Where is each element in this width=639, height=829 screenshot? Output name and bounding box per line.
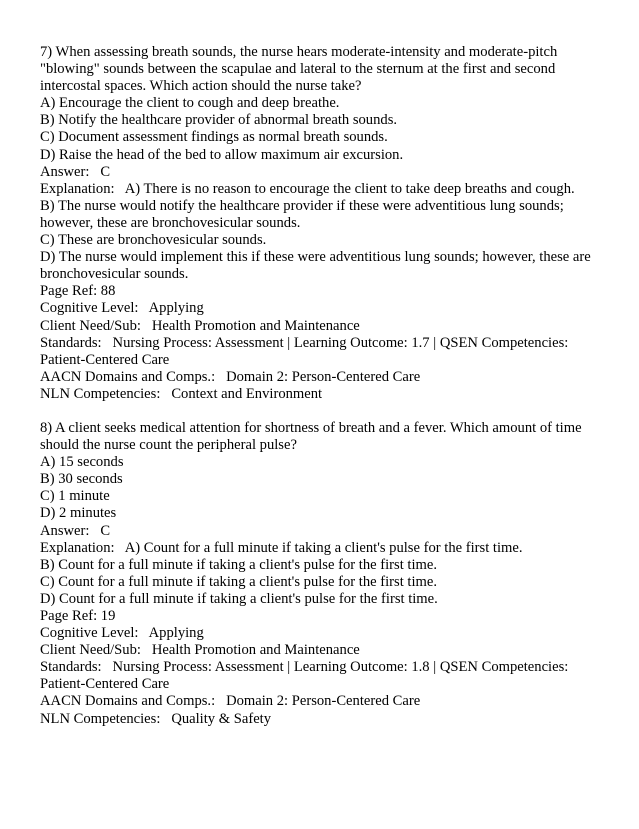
- block-question-8: [40, 420, 599, 728]
- text-line: A) Encourage the client to cough and deep breathe.: [40, 95, 340, 112]
- text-line: D) The nurse would implement this if these were adventitious lung sounds; however, these are bronchovesicular sounds.: [40, 249, 595, 283]
- text-line: Cognitive Level: Applying: [40, 625, 204, 642]
- text-line: C) These are bronchovesicular sounds.: [40, 232, 267, 249]
- text-line: A) 15 seconds: [40, 454, 124, 471]
- text-line: B) Notify the healthcare provider of abnormal breath sounds.: [40, 112, 398, 129]
- text-line: B) The nurse would notify the healthcare provider if these were adventitious lung sounds; however, these are bronchovesicular sounds.: [40, 197, 568, 231]
- text-line: D) Count for a full minute if taking a client's pulse for the first time.: [40, 590, 438, 607]
- text-line: AACN Domains and Comps.: Domain 2: Person-Centered Care: [40, 368, 421, 385]
- text-line: 7) When assessing breath sounds, the nurse hears moderate-intensity and moderate-pitch "blowing" sounds between the scapulae and lateral to the sternum at the first and second intercostal spaces. Which action should the nurse take?: [40, 44, 561, 95]
- text-line: Client Need/Sub: Health Promotion and Maintenance: [40, 317, 360, 334]
- text-line: Explanation: A) There is no reason to encourage the client to take deep breaths and cough.: [40, 180, 575, 197]
- text-line: Standards: Nursing Process: Assessment | Learning Outcome: 1.8 | QSEN Competencies: Patient-Centered Care: [40, 659, 572, 693]
- paragraph-spacer: [40, 403, 599, 420]
- text-line: C) Document assessment findings as normal breath sounds.: [40, 129, 388, 146]
- text-line: 8) A client seeks medical attention for shortness of breath and a fever. Which amount of time should the nurse count the peripheral pulse?: [40, 419, 586, 454]
- text-line: Page Ref: 19: [40, 608, 116, 624]
- text-line: Standards: Nursing Process: Assessment | Learning Outcome: 1.7 | QSEN Competencies: Patient-Centered Care: [40, 334, 572, 368]
- text-line: AACN Domains and Comps.: Domain 2: Person-Centered Care: [40, 693, 421, 710]
- text-line: D) 2 minutes: [40, 505, 117, 522]
- text-line: Cognitive Level: Applying: [40, 300, 204, 317]
- text-line: NLN Competencies: Quality & Safety: [40, 710, 272, 727]
- text-line: Answer: C: [40, 163, 111, 180]
- text-line: D) Raise the head of the bed to allow maximum air excursion.: [40, 146, 404, 163]
- text-line: C) 1 minute: [40, 488, 110, 505]
- block-question-7: [40, 44, 599, 403]
- text-line: C) Count for a full minute if taking a client's pulse for the first time.: [40, 573, 437, 590]
- text-line: B) Count for a full minute if taking a client's pulse for the first time.: [40, 556, 437, 573]
- document-content: [40, 44, 599, 728]
- text-line: Client Need/Sub: Health Promotion and Maintenance: [40, 642, 360, 659]
- text-line: Page Ref: 88: [40, 283, 116, 300]
- text-line: Explanation: A) Count for a full minute if taking a client's pulse for the first time.: [40, 539, 523, 556]
- text-line: B) 30 seconds: [40, 471, 123, 488]
- text-line: Answer: C: [40, 522, 111, 539]
- text-line: NLN Competencies: Context and Environment: [40, 385, 323, 402]
